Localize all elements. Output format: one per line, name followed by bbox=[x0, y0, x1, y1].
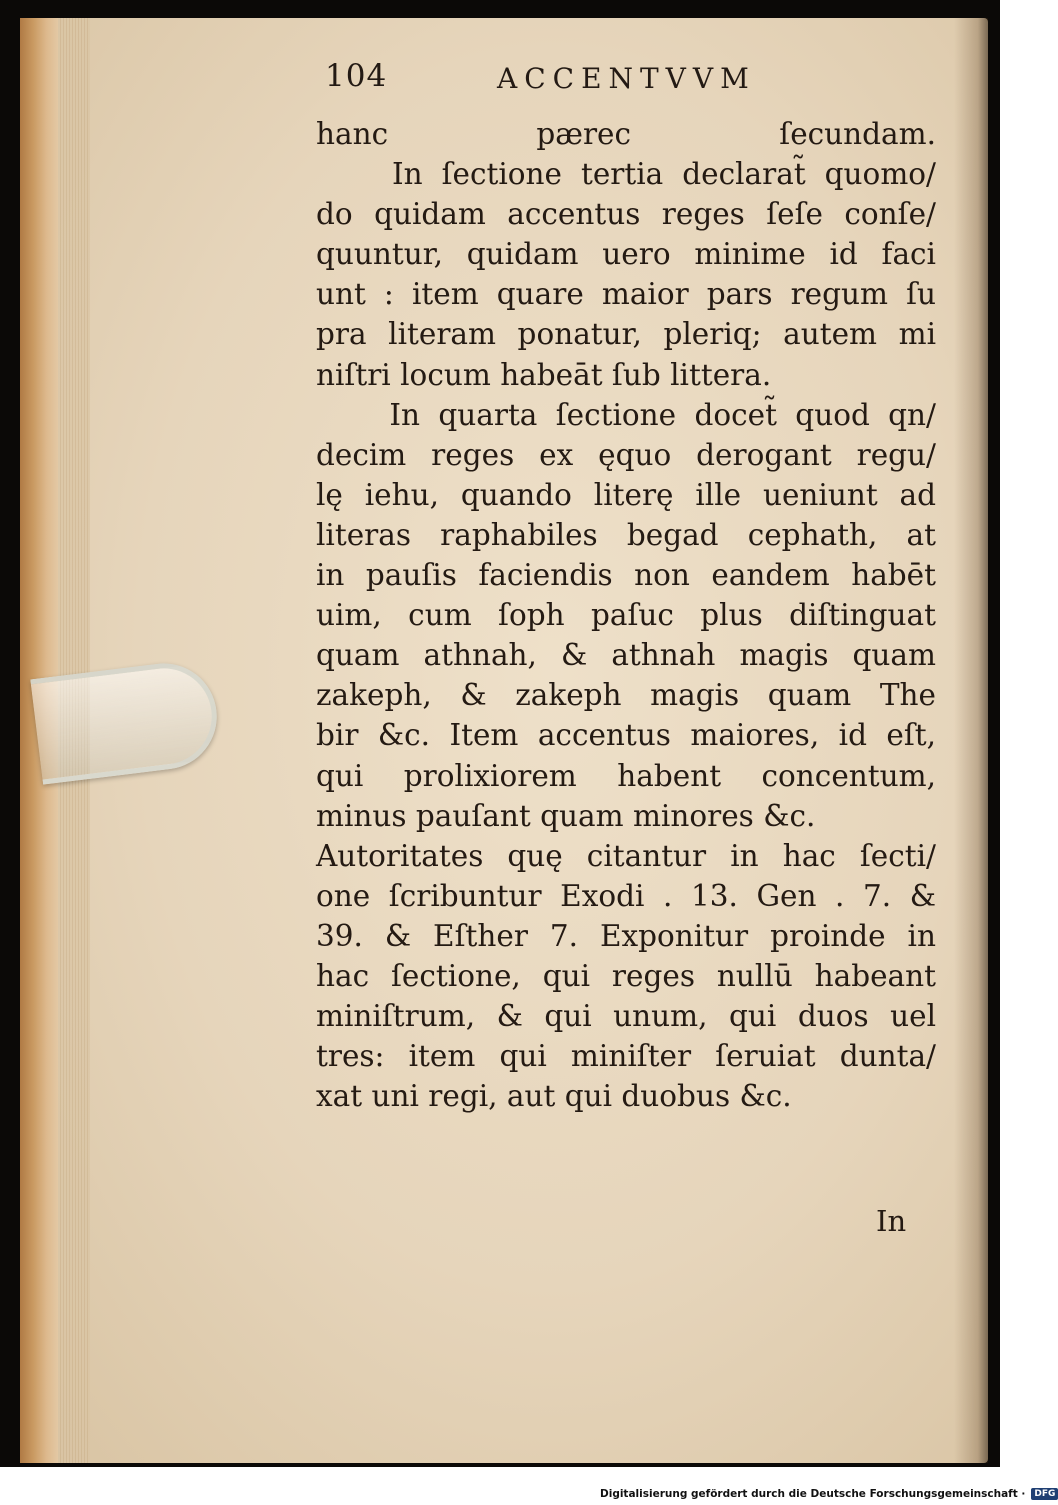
text-line: In ſectione tertia declarat̃ quomo/ bbox=[316, 157, 936, 192]
binding-gutter-shadow bbox=[954, 18, 988, 1463]
dfg-logo: DFG bbox=[1031, 1488, 1058, 1500]
text-line: minus pauſant quam minores &c. bbox=[316, 798, 816, 833]
running-head: ACCENTVVM bbox=[497, 62, 756, 95]
text-line: Autoritates quę citantur in hac ſecti/ bbox=[316, 838, 936, 873]
text-line: In quarta ſectione docet̃ quod qn/ bbox=[316, 397, 936, 432]
text-line: unt : item quare maior pars regum ſu bbox=[316, 277, 936, 312]
text-line: 39. & Eſther 7. Exponitur proinde in bbox=[316, 918, 936, 953]
text-line: do quidam accentus reges ſeſe conſe/ bbox=[316, 197, 936, 232]
page-clip bbox=[30, 657, 223, 784]
text-line: in pauſis faciendis non eandem habēt bbox=[316, 558, 936, 593]
text-line: lę iehu, quando literę ille ueniunt ad bbox=[316, 477, 936, 512]
text-line: quuntur, quidam uero minime id faci bbox=[316, 237, 936, 272]
text-line: tres: item qui miniſter ſeruiat dunta/ bbox=[316, 1039, 936, 1074]
text-line: niſtri locum habeāt ſub littera. bbox=[316, 357, 772, 392]
text-line: one ſcribuntur Exodi . 13. Gen . 7. & bbox=[316, 878, 936, 913]
text-line: hanc pærec ſecundam. bbox=[316, 117, 936, 151]
page-header bbox=[325, 56, 805, 106]
text-line: zakeph, & zakeph magis quam The bbox=[316, 678, 936, 713]
text-line: miniſtrum, & qui unum, qui duos uel bbox=[316, 999, 936, 1034]
funding-credit bbox=[600, 1485, 1058, 1503]
text-line: literas raphabiles begad cephath, at bbox=[316, 517, 936, 552]
catchword: In bbox=[876, 1204, 907, 1238]
text-line: hac ſectione, qui reges nullū habeant bbox=[316, 958, 936, 993]
text-block bbox=[316, 114, 936, 1116]
credit-text: Digitalisierung gefördert durch die Deutsche Forschungsgemeinschaft · bbox=[600, 1488, 1026, 1500]
text-line: xat uni regi, aut qui duobus &c. bbox=[316, 1079, 792, 1114]
text-line: qui prolixiorem habent concentum, bbox=[316, 758, 936, 793]
text-line: quam athnah, & athnah magis quam bbox=[316, 638, 936, 673]
text-line: uim, cum ſoph paſuc plus diſtinguat bbox=[316, 598, 936, 633]
page-number: 104 bbox=[325, 58, 388, 94]
text-line: pra literam ponatur, pleriq; autem mi bbox=[316, 317, 936, 352]
text-line: bir &c. Item accentus maiores, id eſt, bbox=[316, 718, 936, 753]
text-line: decim reges ex ęquo derogant regu/ bbox=[316, 437, 936, 472]
